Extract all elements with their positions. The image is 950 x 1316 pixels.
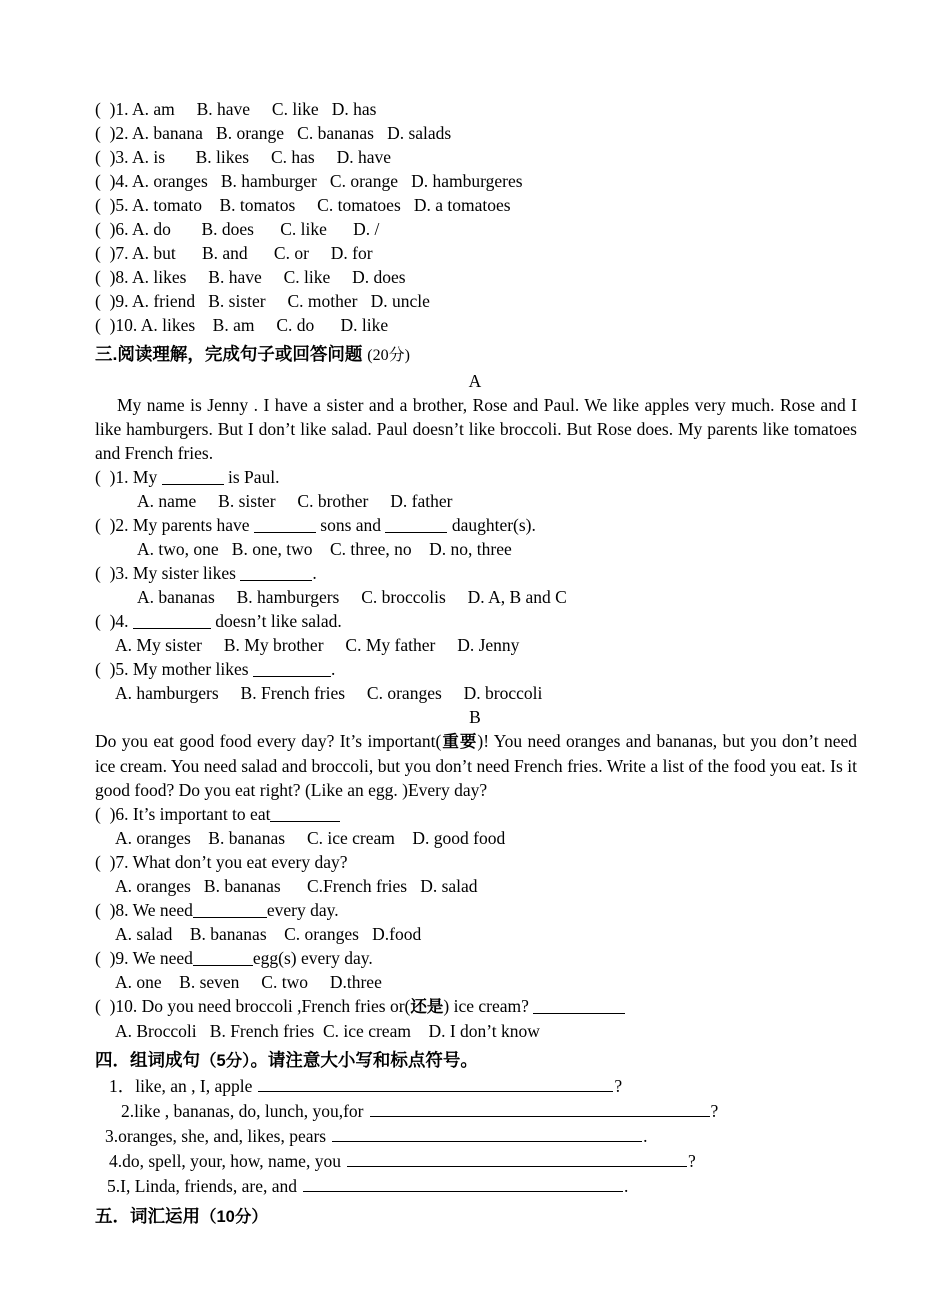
- mc-marker[interactable]: ( )8.: [95, 267, 129, 287]
- page-content: [95, 97, 860, 1230]
- section-three-title: 阅读理解，完成句子或回答问题: [117, 344, 363, 364]
- section-five-title: 词汇运用: [130, 1206, 200, 1226]
- q-stem: My mother likes: [128, 659, 253, 679]
- section-three-number: 三.: [95, 344, 118, 364]
- section-four-number: 四．: [95, 1050, 130, 1070]
- q-marker[interactable]: ( )3.: [95, 563, 129, 583]
- mc-options: A. likes B. am C. do D. like: [140, 315, 389, 335]
- mc-marker[interactable]: ( )9.: [95, 291, 129, 311]
- section-five-number: 五．: [95, 1206, 130, 1226]
- q-stem: We need: [128, 900, 193, 920]
- q-stem-tail: daughter(s).: [447, 515, 536, 535]
- mc-options: A. do B. does C. like D. /: [131, 219, 380, 239]
- passage-b-options-10: A. Broccoli B. French fries C. ice cream D. I don’t know: [115, 1021, 540, 1041]
- passage-b-part-1: Do you eat good food every day? It’s important(: [95, 731, 442, 751]
- answer-blank[interactable]: [253, 662, 331, 677]
- q-stem: My sister likes: [128, 563, 241, 583]
- q-stem-mid: ) ice cream?: [443, 996, 534, 1016]
- answer-blank-2[interactable]: [385, 518, 447, 533]
- passage-b-question-7: [95, 850, 860, 874]
- wo-answer-blank[interactable]: [258, 1076, 613, 1092]
- passage-a-options-3: A. bananas B. hamburgers C. broccolis D. A, B and C: [137, 587, 567, 607]
- passage-b-options-6: A. oranges B. bananas C. ice cream D. good food: [115, 828, 506, 848]
- mc-item-2: [95, 121, 860, 145]
- passage-a-options-5: A. hamburgers B. French fries C. oranges D. broccoli: [115, 683, 543, 703]
- wo-number: 1．: [109, 1076, 136, 1096]
- q-stem-tail: doesn’t like salad.: [210, 611, 342, 631]
- q-stem-tail: is Paul.: [223, 467, 280, 487]
- mc-item-5: [95, 193, 860, 217]
- answer-blank[interactable]: [193, 951, 253, 966]
- mc-marker[interactable]: ( )5.: [95, 195, 129, 215]
- q-marker[interactable]: ( )5.: [95, 659, 129, 679]
- q-stem: It’s important to eat: [128, 804, 271, 824]
- answer-blank[interactable]: [254, 518, 316, 533]
- q-stem: My: [128, 467, 162, 487]
- section-five-points: （10分）: [200, 1208, 268, 1226]
- passage-b-question-8: [95, 898, 860, 922]
- passage-b-gloss-important: 重要: [441, 733, 478, 751]
- wo-answer-blank[interactable]: [332, 1126, 642, 1142]
- wo-end-mark: ?: [687, 1151, 696, 1171]
- passage-b-part-2: )! You need oranges and bananas, but you don’t need ice cream. You need salad and broccoli, but you don’t need French fries. Write a list of the food you eat. Is it good food? Do you eat right? (Like an egg. )Every day?: [95, 731, 858, 800]
- wo-number: 2.: [121, 1101, 135, 1121]
- mc-options: A. am B. have C. like D. has: [131, 99, 377, 119]
- word-order-item-2: [95, 1099, 860, 1124]
- passage-b-text: [95, 729, 857, 802]
- wo-words: like , bananas, do, lunch, you,for: [134, 1101, 364, 1121]
- passage-a-question-5: [95, 657, 860, 681]
- passage-b-gloss-or: 还是: [410, 998, 444, 1016]
- mc-item-1: [95, 97, 860, 121]
- passage-b-options-8: A. salad B. bananas C. oranges D.food: [115, 924, 422, 944]
- wo-end-mark: ?: [710, 1101, 719, 1121]
- wo-words: oranges, she, and, likes, pears: [118, 1126, 327, 1146]
- mc-marker[interactable]: ( )4.: [95, 171, 129, 191]
- q-stem-mid: sons and: [315, 515, 386, 535]
- section-four-heading: [95, 1047, 860, 1074]
- section-four-title: 组词成句: [130, 1050, 200, 1070]
- q-marker[interactable]: ( )1.: [95, 467, 129, 487]
- mc-options: A. likes B. have C. like D. does: [131, 267, 406, 287]
- section-three-heading: [95, 341, 860, 369]
- word-order-item-3: [95, 1124, 860, 1149]
- answer-blank[interactable]: [133, 614, 211, 629]
- answer-blank[interactable]: [240, 566, 312, 581]
- passage-b-question-9: [95, 946, 860, 970]
- wo-number: 3.: [105, 1126, 119, 1146]
- answer-blank[interactable]: [533, 999, 625, 1014]
- passage-b-question-6: [95, 802, 860, 826]
- mc-options: A. friend B. sister C. mother D. uncle: [131, 291, 430, 311]
- answer-blank[interactable]: [193, 903, 267, 918]
- q-stem: My parents have: [128, 515, 254, 535]
- wo-words: I, Linda, friends, are, and: [120, 1176, 297, 1196]
- mc-item-4: [95, 169, 860, 193]
- q-marker[interactable]: ( )10.: [95, 996, 138, 1016]
- mc-item-3: [95, 145, 860, 169]
- mc-marker[interactable]: ( )2.: [95, 123, 129, 143]
- wo-number: 5.: [107, 1176, 121, 1196]
- mc-options: A. but B. and C. or D. for: [131, 243, 373, 263]
- passage-a-question-3: [95, 561, 860, 585]
- q-stem: We need: [128, 948, 193, 968]
- mc-marker[interactable]: ( )10.: [95, 315, 138, 335]
- mc-marker[interactable]: ( )3.: [95, 147, 129, 167]
- answer-blank[interactable]: [162, 470, 224, 485]
- q-marker[interactable]: ( )9.: [95, 948, 129, 968]
- q-stem: What don’t you eat every day?: [128, 852, 348, 872]
- answer-blank[interactable]: [270, 807, 340, 822]
- passage-a-text: My name is Jenny . I have a sister and a brother, Rose and Paul. We like apples very much. Rose and I like hamburgers. But I don’t like salad. Paul doesn’t like broccoli. But Rose does. My parents like tomatoes and French fries.: [95, 395, 857, 463]
- q-marker[interactable]: ( )8.: [95, 900, 129, 920]
- passage-b-options-9: A. one B. seven C. two D.three: [115, 972, 382, 992]
- wo-answer-blank[interactable]: [370, 1101, 710, 1117]
- section-five-heading: [95, 1203, 860, 1230]
- mc-options: A. is B. likes C. has D. have: [131, 147, 392, 167]
- mc-item-6: [95, 217, 860, 241]
- q-stem-tail: .: [312, 563, 317, 583]
- mc-marker[interactable]: ( )6.: [95, 219, 129, 239]
- mc-item-7: [95, 241, 860, 265]
- section-four-note: 。请注意大小写和标点符号。: [250, 1050, 478, 1070]
- word-order-item-4: [95, 1149, 860, 1174]
- wo-answer-blank[interactable]: [347, 1151, 687, 1167]
- wo-end-mark: .: [624, 1176, 629, 1196]
- passage-b-label: B: [469, 707, 481, 727]
- q-marker[interactable]: ( )4.: [95, 611, 129, 631]
- mc-item-10: [95, 313, 860, 337]
- mc-marker[interactable]: ( )1.: [95, 99, 129, 119]
- passage-a-label: A: [468, 371, 482, 391]
- passage-a-question-4: [95, 609, 860, 633]
- q-stem-tail: egg(s) every day.: [252, 948, 373, 968]
- section-three-points: (20分): [367, 347, 410, 364]
- word-order-item-5: [95, 1174, 860, 1199]
- passage-a-question-2: [95, 513, 860, 537]
- mc-options: A. oranges B. hamburger C. orange D. hamburgeres: [131, 171, 523, 191]
- mc-options: A. tomato B. tomatos C. tomatoes D. a tomatoes: [131, 195, 511, 215]
- passage-a-options-4: A. My sister B. My brother C. My father D. Jenny: [115, 635, 520, 655]
- wo-words: like, an , I, apple: [135, 1076, 253, 1096]
- mc-item-9: [95, 289, 860, 313]
- section-four-points: （5分）: [200, 1052, 251, 1070]
- passage-a-options-2: A. two, one B. one, two C. three, no D. no, three: [137, 539, 512, 559]
- wo-words: do, spell, your, how, name, you: [122, 1151, 341, 1171]
- passage-a-options-1: A. name B. sister C. brother D. father: [137, 491, 453, 511]
- passage-b-options-7: A. oranges B. bananas C.French fries D. salad: [115, 876, 478, 896]
- q-marker[interactable]: ( )7.: [95, 852, 129, 872]
- q-stem-tail: every day.: [266, 900, 339, 920]
- wo-end-mark: ?: [614, 1076, 623, 1096]
- mc-item-8: [95, 265, 860, 289]
- mc-marker[interactable]: ( )7.: [95, 243, 129, 263]
- mc-options: A. banana B. orange C. bananas D. salads: [131, 123, 452, 143]
- wo-number: 4.: [109, 1151, 123, 1171]
- q-marker[interactable]: ( )2.: [95, 515, 129, 535]
- word-order-item-1: [95, 1074, 860, 1099]
- q-marker[interactable]: ( )6.: [95, 804, 129, 824]
- wo-answer-blank[interactable]: [303, 1176, 623, 1192]
- multiple-choice-top-list: [95, 97, 860, 337]
- q-stem-tail: .: [330, 659, 336, 679]
- passage-b-question-10: [95, 994, 860, 1019]
- wo-end-mark: .: [643, 1126, 648, 1146]
- q-stem: Do you need broccoli ,French fries or(: [137, 996, 411, 1016]
- passage-a-question-1: [95, 465, 860, 489]
